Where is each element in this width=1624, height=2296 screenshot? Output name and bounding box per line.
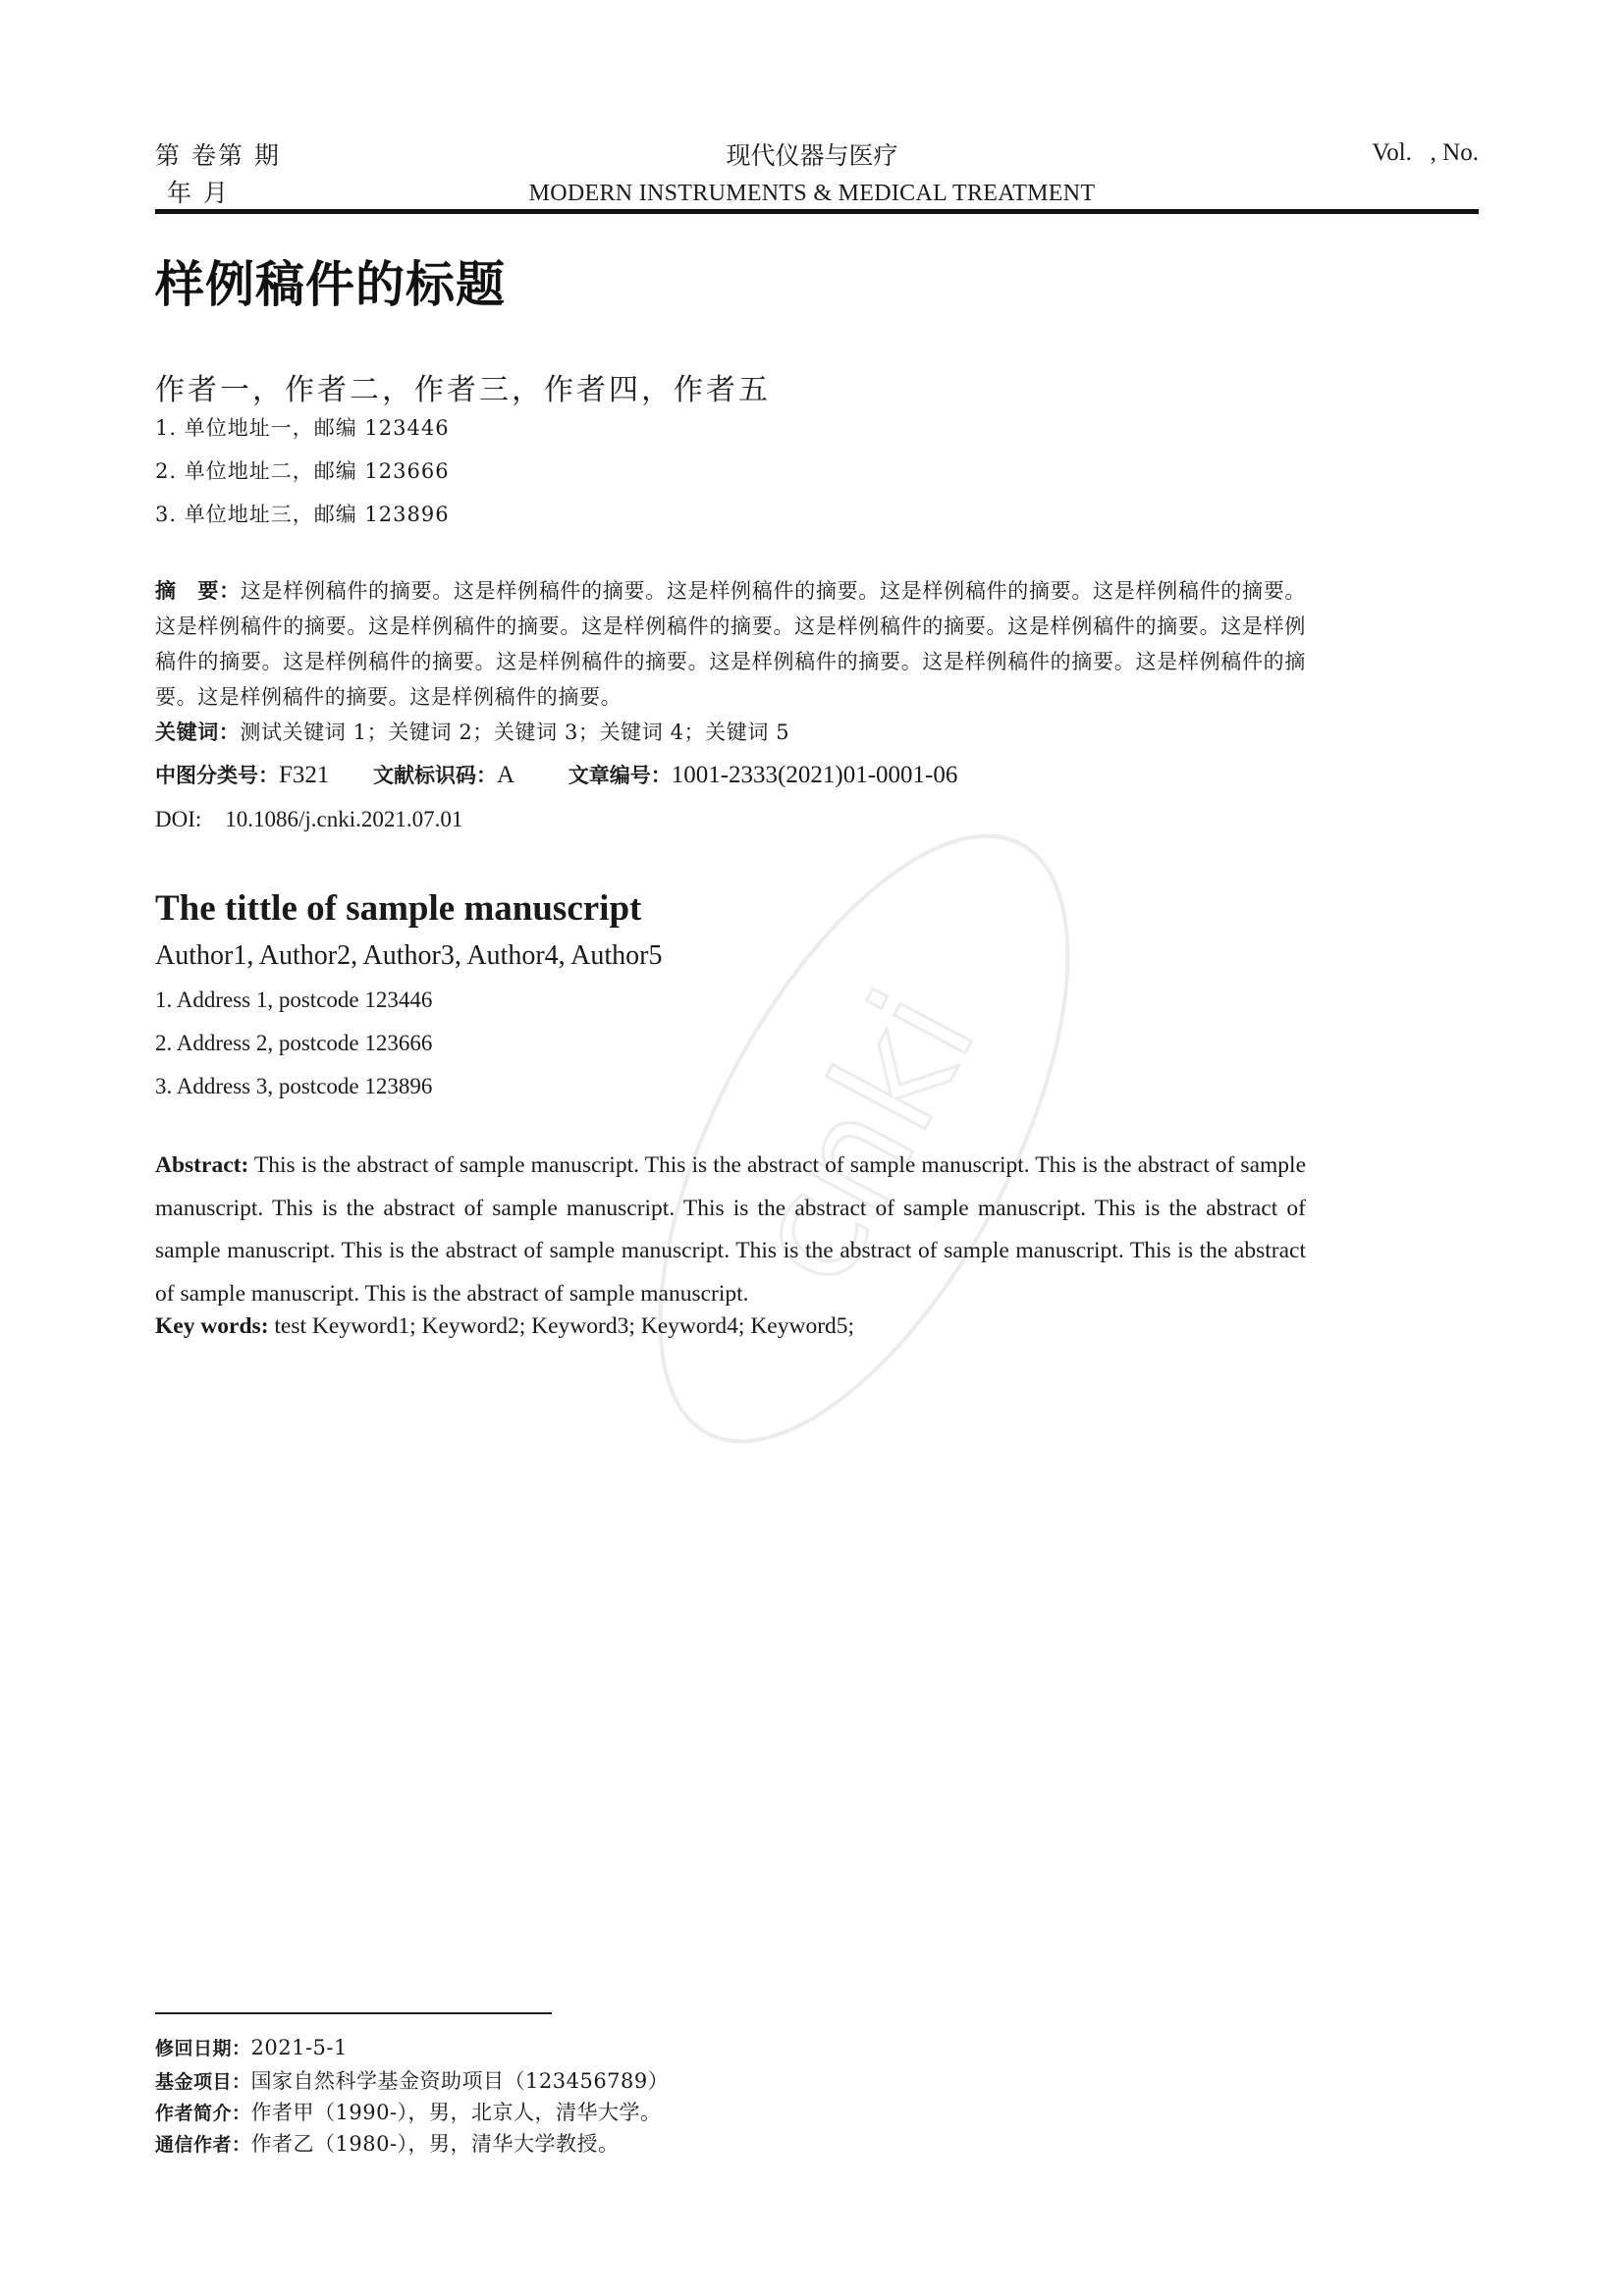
article-no-label: 文章编号： [568,764,672,787]
footnote-rule [155,2012,552,2014]
footnote-revised-date [155,2034,348,2060]
footnote-text: 国家自然科学基金资助项目（123456789） [250,2069,670,2093]
footnote-text: 作者甲（1990-），男，北京人，清华大学。 [250,2101,662,2124]
footnote-text: 作者乙（1980-），男，清华大学教授。 [250,2132,620,2156]
clc-label: 中图分类号： [155,764,279,787]
journal-name-cn: 现代仪器与医疗 [726,141,898,170]
doi-line [155,807,462,832]
keywords-cn-text: 测试关键词 1；关键词 2；关键词 3；关键词 4；关键词 5 [240,721,790,744]
journal-name-en: MODERN INSTRUMENTS & MEDICAL TREATMENT [528,181,1096,206]
authors-cn: 作者一，作者二，作者三，作者四，作者五 [155,373,771,407]
article-no-value: 1001-2333(2021)01-0001-06 [671,762,958,788]
footnote-corresponding-author [155,2128,620,2158]
doi-value: 10.1086/j.cnki.2021.07.01 [225,807,463,831]
header-vol-no: Vol. , No. [1372,139,1479,166]
authors-en: Author1, Author2, Author3, Author4, Author5 [155,940,663,971]
address-en-1: 1. Address 1, postcode 123446 [155,988,433,1012]
abstract-en [155,1145,1306,1315]
title-cn: 样例稿件的标题 [155,256,506,313]
classification-line [155,760,957,789]
keywords-en-text: test Keyword1; Keyword2; Keyword3; Keyword4; Keyword5; [274,1313,855,1339]
footnote-label: 通信作者： [155,2134,251,2156]
keywords-en [155,1313,854,1340]
keywords-cn [155,717,789,746]
cnki-watermark [491,766,1237,1512]
address-en-3: 3. Address 3, postcode 123896 [155,1074,433,1098]
abstract-cn [155,573,1306,715]
footnote-text: 2021-5-1 [250,2036,348,2059]
address-cn-2: 2. 单位地址二，邮编 123666 [155,459,450,483]
footnote-funding [155,2065,669,2095]
footnote-author-bio [155,2097,662,2126]
keywords-en-label: Key words: [155,1313,269,1339]
keywords-cn-label: 关键词： [155,721,241,744]
address-cn-1: 1. 单位地址一，邮编 123446 [155,416,450,440]
abstract-en-label: Abstract: [155,1152,249,1178]
footnote-label: 基金项目： [155,2071,251,2093]
header-year-month: 年 月 [167,179,230,207]
watermark-text: cnki [717,965,1009,1311]
header-vol-issue: 第 卷第 期 [155,141,281,170]
abstract-en-text: This is the abstract of sample manuscript. This is the abstract of sample manuscript. This is the abstract of sample manuscript. This is the abstract of sample manuscript. This is the abstract of sample manuscript. This is the abstract of sample manuscript. This is the abstract of sample manuscript. This is the abstract of sample manuscript. This is the abstract of sample manuscript. This is the abstract of sample manuscript. [155,1152,1306,1307]
title-en: The tittle of sample manuscript [155,888,642,929]
abstract-cn-label: 摘 要： [155,579,241,603]
footnote-label: 修回日期： [155,2038,251,2059]
header-rule [155,209,1479,214]
address-en-2: 2. Address 2, postcode 123666 [155,1031,433,1055]
clc-value: F321 [279,762,330,788]
doc-code-label: 文献标识码： [373,764,498,787]
doi-label: DOI: [155,807,202,831]
abstract-cn-text: 这是样例稿件的摘要。这是样例稿件的摘要。这是样例稿件的摘要。这是样例稿件的摘要。这是样例稿件的摘要。这是样例稿件的摘要。这是样例稿件的摘要。这是样例稿件的摘要。这是样例稿件的摘要。这是样例稿件的摘要。这是样例稿件的摘要。这是样例稿件的摘要。这是样例稿件的摘要。这是样例稿件的摘要。这是样例稿件的摘要。这是样例稿件的摘要。这是样例稿件的摘要。这是样例稿件的摘要。 [155,579,1306,709]
doc-code-value: A [497,762,515,788]
footnote-label: 作者简介： [155,2103,251,2124]
address-cn-3: 3. 单位地址三，邮编 123896 [155,503,450,526]
